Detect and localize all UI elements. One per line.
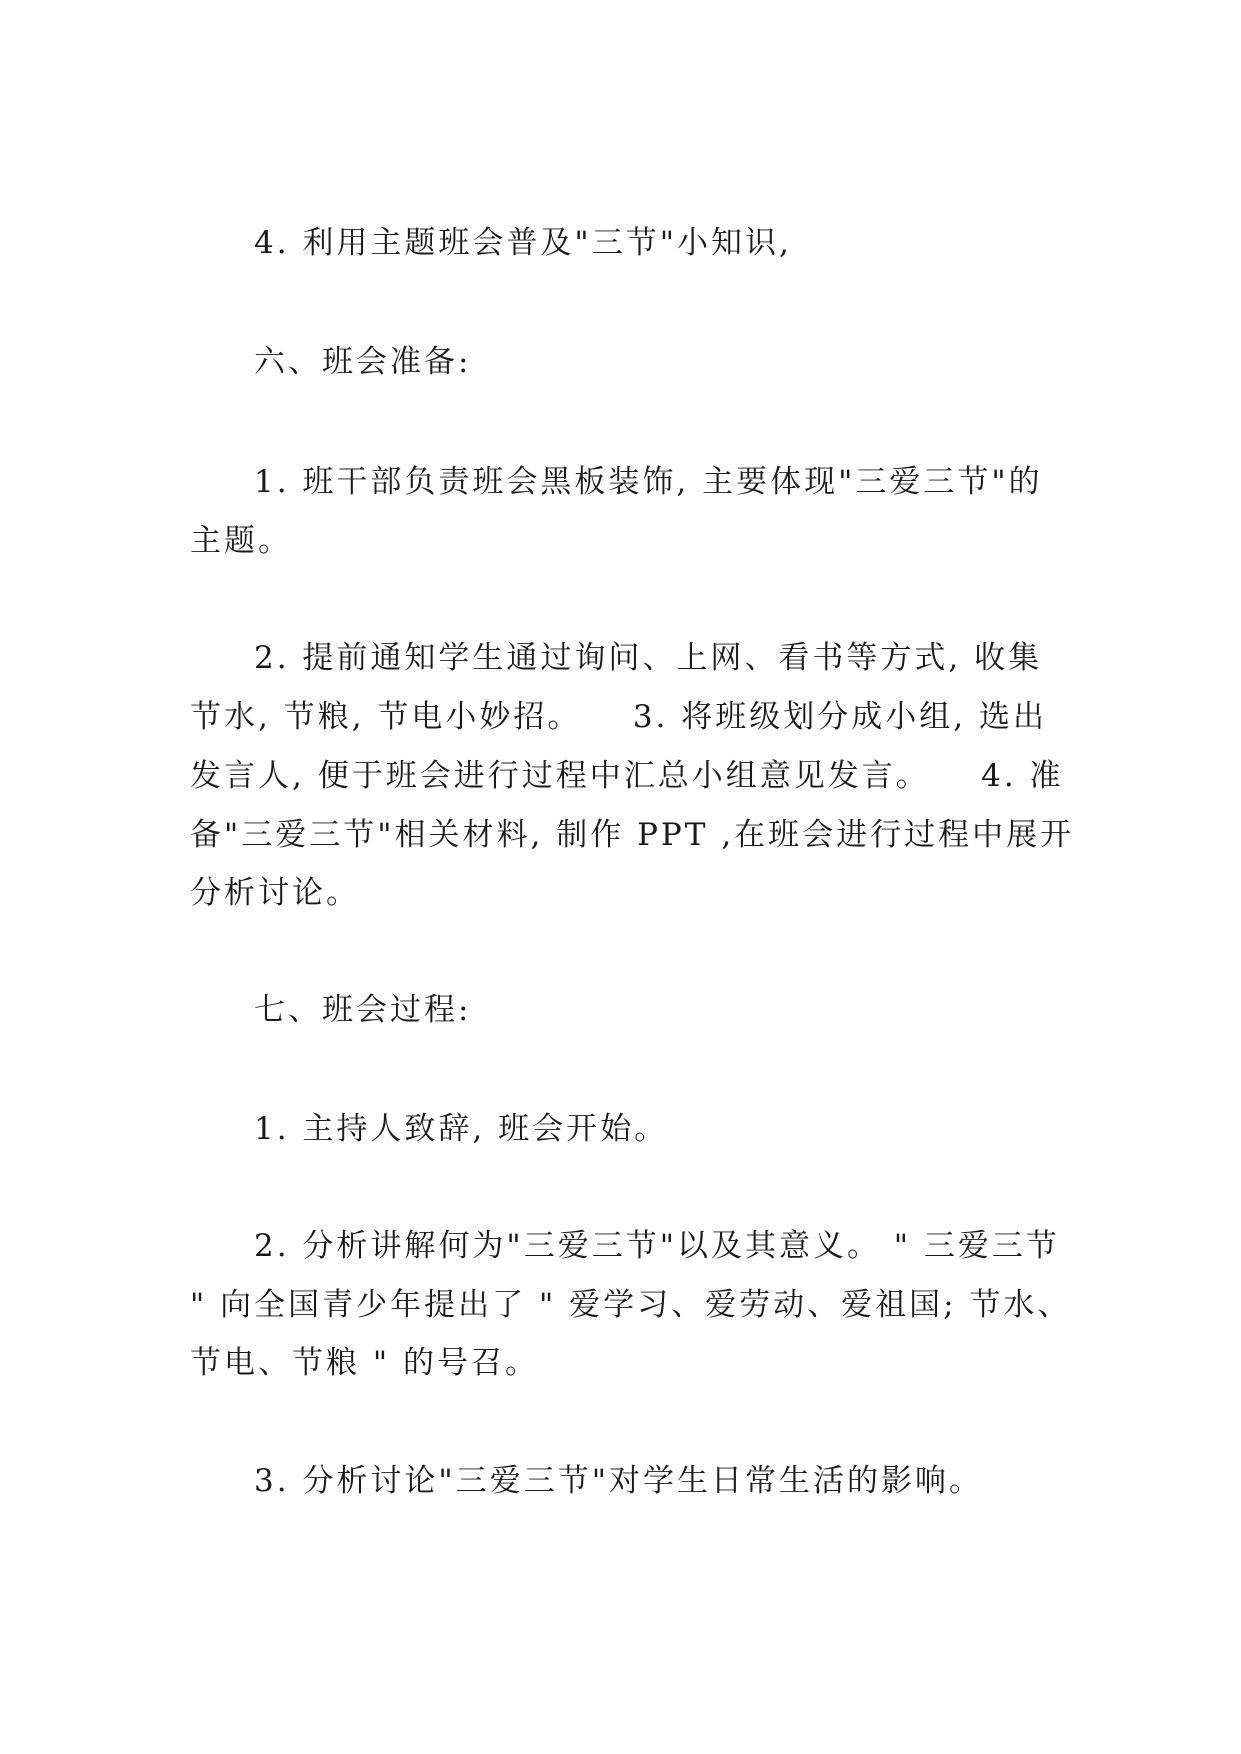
paragraph-line: 节电、节粮 " 的号召。 — [190, 1345, 539, 1381]
paragraph-line: 3. 分析讨论"三爱三节"对学生日常生活的影响。 — [254, 1463, 983, 1499]
paragraph-line: 分析讨论。 — [190, 875, 360, 911]
paragraph-line: 发言人, 便于班会进行过程中汇总小组意见发言。 4. 准 — [190, 758, 1064, 794]
paragraph-line: 备"三爱三节"相关材料, 制作 PPT ,在班会进行过程中展开 — [190, 817, 1075, 853]
paragraph-line: 主题。 — [190, 523, 292, 559]
section-heading: 六、班会准备: — [254, 344, 472, 380]
paragraph-line: 1. 主持人致辞, 班会开始。 — [254, 1111, 669, 1147]
paragraph-line: " 向全国青少年提出了 " 爱学习、爱劳动、爱祖国; 节水、 — [190, 1287, 1072, 1323]
paragraph-line: 2. 提前通知学生通过询问、上网、看书等方式, 收集 — [254, 640, 1043, 676]
paragraph-line: 4. 利用主题班会普及"三节"小知识, — [254, 225, 792, 261]
paragraph-line: 1. 班干部负责班会黑板装饰, 主要体现"三爱三节"的 — [254, 464, 1043, 500]
section-heading: 七、班会过程: — [254, 992, 472, 1028]
paragraph-line: 2. 分析讲解何为"三爱三节"以及其意义。 " 三爱三节 — [254, 1228, 1060, 1264]
paragraph-line: 节水, 节粮, 节电小妙招。 3. 将班级划分成小组, 选出 — [190, 699, 1047, 735]
